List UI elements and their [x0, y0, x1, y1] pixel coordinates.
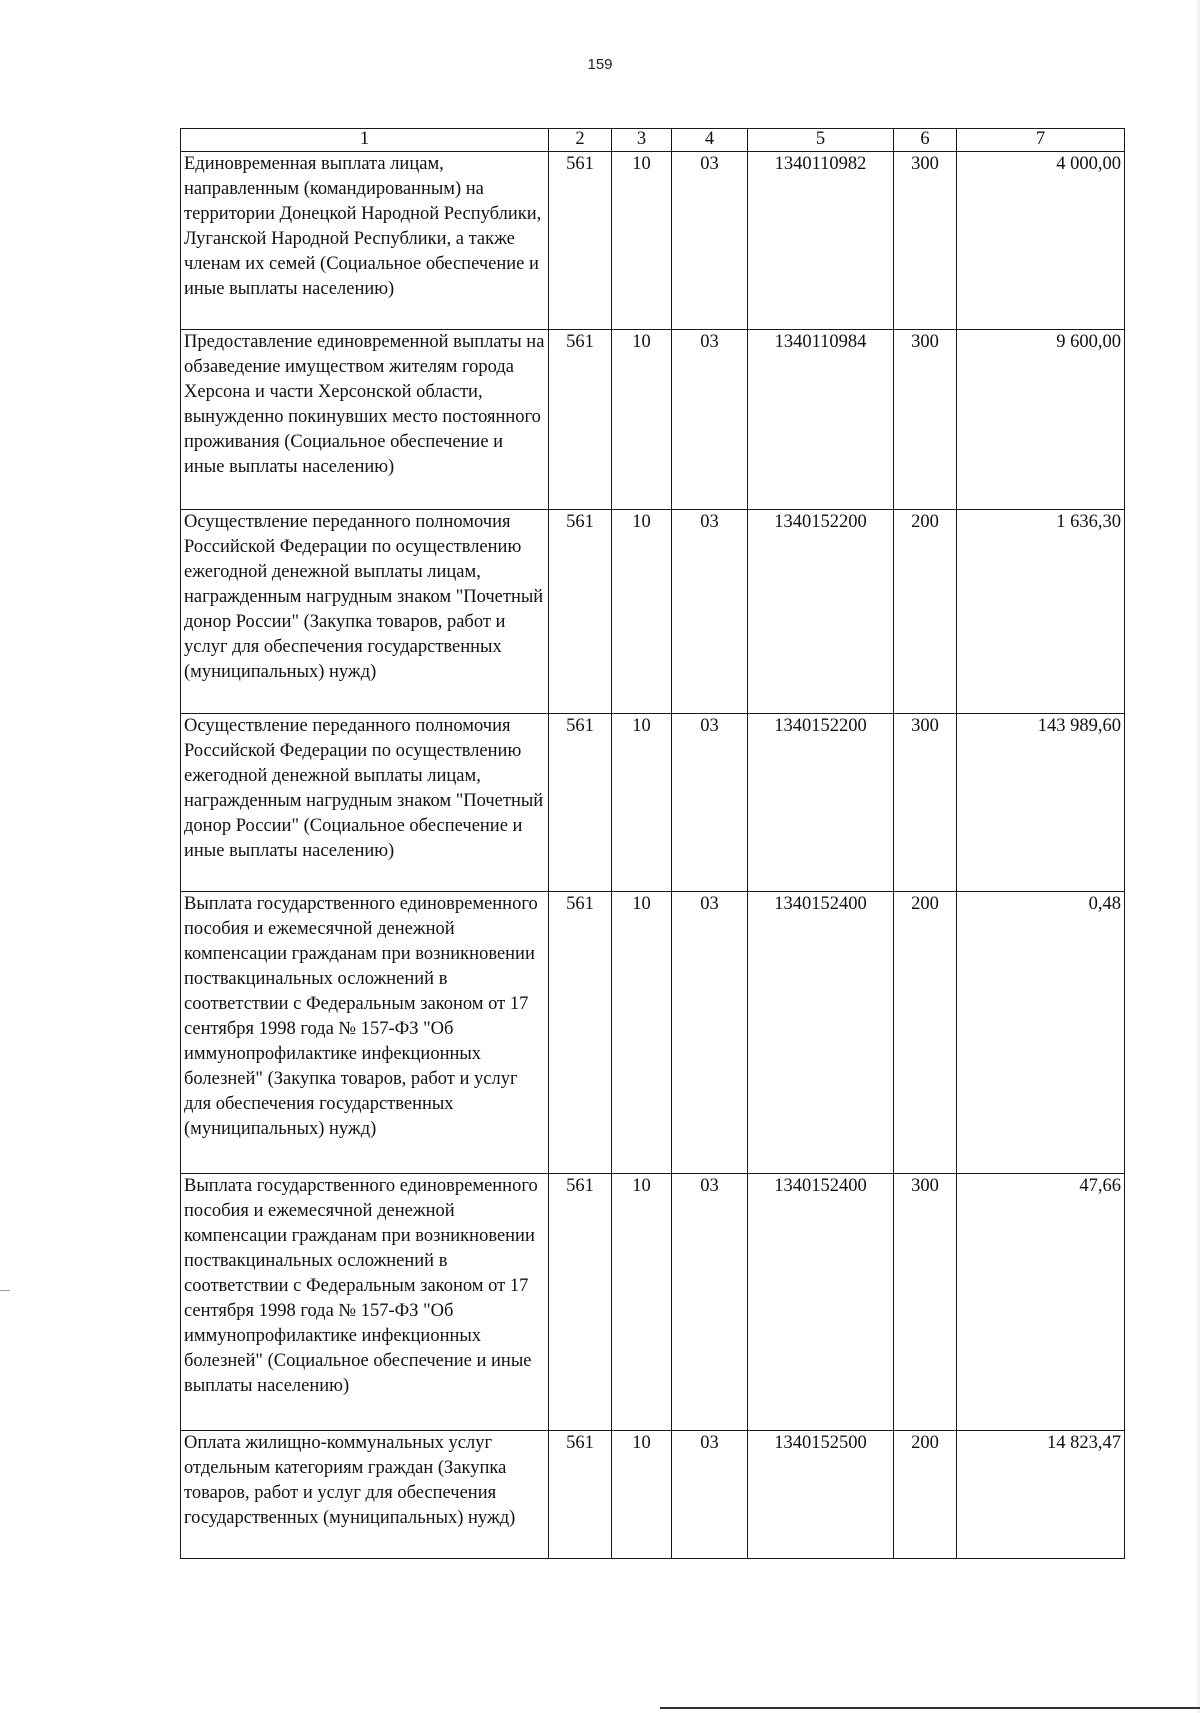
row-col6: 200 [894, 892, 957, 1174]
row-col4: 03 [672, 152, 748, 330]
row-col5: 1340152500 [748, 1431, 894, 1559]
row-description: Единовременная выплата лицам, направленным (командированным) на территории Донецкой Народной Республики, Луганской Народной Республики, а также членам их семей (Социальное обеспечение и иные выплаты населению) [181, 152, 549, 330]
row-col2: 561 [549, 152, 612, 330]
row-amount: 14 823,47 [957, 1431, 1125, 1559]
row-col5: 1340110984 [748, 330, 894, 510]
row-col3: 10 [612, 1431, 672, 1559]
row-col2: 561 [549, 330, 612, 510]
header-row [181, 129, 1125, 152]
row-amount: 0,48 [957, 892, 1125, 1174]
row-col3: 10 [612, 1174, 672, 1431]
header-cell: 5 [748, 129, 894, 152]
header-cell: 4 [672, 129, 748, 152]
row-col4: 03 [672, 330, 748, 510]
row-col6: 300 [894, 1174, 957, 1431]
row-col6: 200 [894, 1431, 957, 1559]
row-col2: 561 [549, 1431, 612, 1559]
row-description: Выплата государственного единовременного пособия и ежемесячной денежной компенсации гражданам при возникновении поствакцинальных осложнений в соответствии с Федеральным законом от 17 сентября 1998 года № 157-ФЗ "Об иммунопрофилактике инфекционных болезней" (Социальное обеспечение и иные выплаты населению) [181, 1174, 549, 1431]
row-col5: 1340152200 [748, 510, 894, 714]
row-col3: 10 [612, 892, 672, 1174]
table-row [181, 714, 1125, 892]
row-col4: 03 [672, 1431, 748, 1559]
row-col6: 300 [894, 714, 957, 892]
row-amount: 4 000,00 [957, 152, 1125, 330]
row-col6: 200 [894, 510, 957, 714]
row-amount: 1 636,30 [957, 510, 1125, 714]
row-col4: 03 [672, 714, 748, 892]
row-col3: 10 [612, 510, 672, 714]
row-description: Предоставление единовременной выплаты на обзаведение имуществом жителям города Херсона и части Херсонской области, вынужденно покинувших место постоянного проживания (Социальное обеспечение и иные выплаты населению) [181, 330, 549, 510]
page-number: 159 [587, 56, 613, 73]
row-col6: 300 [894, 330, 957, 510]
table-row [181, 330, 1125, 510]
row-col2: 561 [549, 1174, 612, 1431]
row-amount: 47,66 [957, 1174, 1125, 1431]
row-col4: 03 [672, 510, 748, 714]
row-col2: 561 [549, 510, 612, 714]
header-cell: 2 [549, 129, 612, 152]
row-description: Осуществление переданного полномочия Российской Федерации по осуществлению ежегодной денежной выплаты лицам, награжденным нагрудным знаком "Почетный донор России" (Закупка товаров, работ и услуг для обеспечения государственных (муниципальных) нужд) [181, 510, 549, 714]
table-row [181, 1174, 1125, 1431]
row-description: Оплата жилищно-коммунальных услуг отдельным категориям граждан (Закупка товаров, работ и услуг для обеспечения государственных (муниципальных) нужд) [181, 1431, 549, 1559]
header-cell: 6 [894, 129, 957, 152]
row-col6: 300 [894, 152, 957, 330]
row-col3: 10 [612, 330, 672, 510]
row-col2: 561 [549, 714, 612, 892]
row-col5: 1340152200 [748, 714, 894, 892]
row-amount: 9 600,00 [957, 330, 1125, 510]
row-col2: 561 [549, 892, 612, 1174]
header-cell: 7 [957, 129, 1125, 152]
row-col3: 10 [612, 714, 672, 892]
row-col4: 03 [672, 892, 748, 1174]
table-row [181, 1431, 1125, 1559]
row-amount: 143 989,60 [957, 714, 1125, 892]
scan-edge [1195, 0, 1200, 1713]
table-row [181, 152, 1125, 330]
row-col5: 1340152400 [748, 1174, 894, 1431]
row-description: Осуществление переданного полномочия Российской Федерации по осуществлению ежегодной денежной выплаты лицам, награжденным нагрудным знаком "Почетный донор России" (Социальное обеспечение и иные выплаты населению) [181, 714, 549, 892]
header-cell: 1 [181, 129, 549, 152]
table-row [181, 892, 1125, 1174]
budget-table [180, 128, 1125, 1559]
header-cell: 3 [612, 129, 672, 152]
row-col5: 1340152400 [748, 892, 894, 1174]
scan-mark [0, 1290, 10, 1291]
row-col5: 1340110982 [748, 152, 894, 330]
row-description: Выплата государственного единовременного пособия и ежемесячной денежной компенсации гражданам при возникновении поствакцинальных осложнений в соответствии с Федеральным законом от 17 сентября 1998 года № 157-ФЗ "Об иммунопрофилактике инфекционных болезней" (Закупка товаров, работ и услуг для обеспечения государственных (муниципальных) нужд) [181, 892, 549, 1174]
row-col4: 03 [672, 1174, 748, 1431]
row-col3: 10 [612, 152, 672, 330]
table-row [181, 510, 1125, 714]
scan-bottom-line [660, 1707, 1200, 1709]
